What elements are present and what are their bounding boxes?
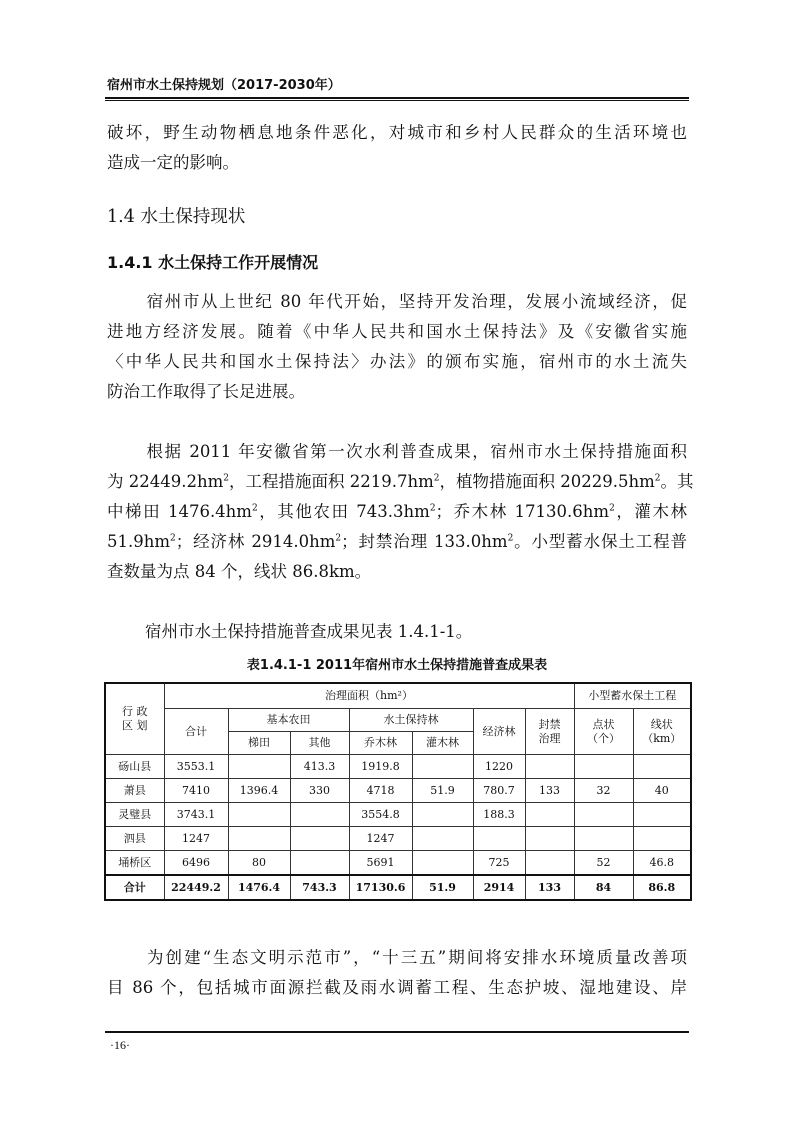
- table-cell: 砀山县: [105, 755, 164, 779]
- header-economic-forest: 经济林: [473, 709, 525, 755]
- table-cell: [574, 803, 633, 827]
- table-cell: [412, 851, 473, 876]
- table-cell: 1247: [349, 827, 412, 851]
- table-cell: [290, 827, 349, 851]
- table-cell: 1919.8: [349, 755, 412, 779]
- header-rule-thin: [105, 100, 689, 101]
- table-cell: 780.7: [473, 779, 525, 803]
- table-cell: [228, 827, 290, 851]
- text-line: 造成一定的影响。: [107, 153, 239, 172]
- table-cell: 40: [633, 779, 691, 803]
- table-cell: 51.9: [412, 779, 473, 803]
- table-cell: 萧县: [105, 779, 164, 803]
- table-cell: 泗县: [105, 827, 164, 851]
- table-cell: [633, 803, 691, 827]
- table-cell: [412, 803, 473, 827]
- table-cell: [525, 755, 574, 779]
- table-cell: [633, 827, 691, 851]
- header-arbor: 乔木林: [349, 732, 412, 755]
- table-cell: 32: [574, 779, 633, 803]
- text-line: 中梯田 $1476.4hm^2$，其他农田 $743.3hm^2$；乔木林 $17130.6hm^2$，灌木林: [107, 502, 687, 521]
- table-cell: [412, 755, 473, 779]
- text-line: $51.9hm^2$；经济林 $2914.0hm^2$；封禁治理 $133.0hm^2$。小型蓄水保土工程普: [107, 532, 687, 551]
- intro-paragraph: [107, 118, 687, 178]
- table-cell: [228, 755, 290, 779]
- table-cell: 1247: [164, 827, 228, 851]
- header-total: 合计: [164, 709, 228, 755]
- paragraph-survey-results: [107, 437, 694, 587]
- table-cell: 80: [228, 851, 290, 876]
- text-line: 宿州市从上世纪 80 年代开始，坚持开发治理，发展小流域经济，促: [145, 292, 687, 311]
- table-cell: 51.9: [412, 875, 473, 900]
- table-cell: [525, 803, 574, 827]
- text-line: 根据 2011 年安徽省第一次水利普查成果，宿州市水土保持措施面积: [145, 442, 687, 461]
- table-cell: 413.3: [290, 755, 349, 779]
- paragraph-table-reference: [107, 617, 687, 647]
- table-cell: 1476.4: [228, 875, 290, 900]
- text-line: 破坏，野生动物栖息地条件恶化，对城市和乡村人民群众的生活环境也: [107, 123, 687, 142]
- table-cell: [633, 755, 691, 779]
- table-cell: 86.8: [633, 875, 691, 900]
- header-small-works: 小型蓄水保土工程: [574, 683, 691, 709]
- text-line: 查数量为点 84 个，线状 86.8km。: [107, 562, 372, 581]
- table-cell: 133: [525, 875, 574, 900]
- table-total-row: [105, 875, 691, 900]
- table-cell: 743.3: [290, 875, 349, 900]
- table-cell: 725: [473, 851, 525, 876]
- header-shrub: 灌木林: [412, 732, 473, 755]
- text-line: 为创建“生态文明示范市”，“十三五”期间将安排水环境质量改善项: [145, 948, 687, 967]
- table-cell: 7410: [164, 779, 228, 803]
- table-cell: 188.3: [473, 803, 525, 827]
- table-row: [105, 803, 691, 827]
- table-cell: [525, 851, 574, 876]
- header-other: 其他: [290, 732, 349, 755]
- table-cell: 3553.1: [164, 755, 228, 779]
- section-heading-1-4-1: 1.4.1 水土保持工作开展情况: [107, 253, 319, 272]
- header-soil-forest: 水土保持林: [349, 709, 473, 732]
- footer-rule: [105, 1031, 689, 1033]
- table-cell: 46.8: [633, 851, 691, 876]
- table-cell: 22449.2: [164, 875, 228, 900]
- header-treated-area: 治理面积（hm²）: [164, 683, 574, 709]
- table-row: [105, 851, 691, 876]
- header-rule-thick: [105, 97, 689, 99]
- table-cell: 3554.8: [349, 803, 412, 827]
- table-cell: 6496: [164, 851, 228, 876]
- table-cell: 17130.6: [349, 875, 412, 900]
- table-cell: [473, 827, 525, 851]
- table-cell: 133: [525, 779, 574, 803]
- paragraph-projects: [107, 943, 687, 1003]
- table-cell: [228, 803, 290, 827]
- table-row: [105, 755, 691, 779]
- section-heading-1-4: 1.4 水土保持现状: [107, 207, 246, 227]
- header-enclosure: 封禁 治理: [525, 709, 574, 755]
- table-cell: 2914: [473, 875, 525, 900]
- table-cell: 4718: [349, 779, 412, 803]
- table-cell: [412, 827, 473, 851]
- text-line: 防治工作取得了长足进展。: [107, 382, 305, 401]
- table-cell: [574, 755, 633, 779]
- table-cell: 1220: [473, 755, 525, 779]
- table-cell: 灵璧县: [105, 803, 164, 827]
- header-region: 行 政 区 划: [105, 683, 164, 755]
- header-basic-farmland: 基本农田: [228, 709, 349, 732]
- table-cell: 330: [290, 779, 349, 803]
- table-cell: 84: [574, 875, 633, 900]
- header-points: 点状 （个）: [574, 709, 633, 755]
- table-cell: 合计: [105, 875, 164, 900]
- table-row: [105, 779, 691, 803]
- text-line: 目 86 个，包括城市面源拦截及雨水调蓄工程、生态护坡、湿地建设、岸: [107, 978, 687, 997]
- paragraph-history: [107, 287, 687, 407]
- page-number: ·16·: [110, 1038, 130, 1052]
- header-lines: 线状 （km）: [633, 709, 691, 755]
- survey-results-table: [104, 682, 692, 901]
- text-line: 进地方经济发展。随着《中华人民共和国水土保持法》及《安徽省实施: [107, 322, 687, 341]
- text-line: 为 $22449.2hm^2$，工程措施面积 $2219.7hm^2$，植物措施面积 $20229.5hm^2$。其: [107, 472, 694, 491]
- table-cell: [574, 827, 633, 851]
- table-cell: 1396.4: [228, 779, 290, 803]
- table-cell: [525, 827, 574, 851]
- text-line: 宿州市水土保持措施普查成果见表 1.4.1-1。: [145, 622, 473, 641]
- table-caption: 表1.4.1-1 2011年宿州市水土保持措施普查成果表: [246, 658, 548, 673]
- running-header: 宿州市水土保持规划（2017-2030年）: [107, 78, 341, 93]
- text-line: 〈中华人民共和国水土保持法〉办法》的颁布实施，宿州市的水土流失: [107, 352, 687, 371]
- table-cell: 52: [574, 851, 633, 876]
- table-cell: [290, 803, 349, 827]
- table-row: [105, 827, 691, 851]
- table-cell: 5691: [349, 851, 412, 876]
- table-cell: 3743.1: [164, 803, 228, 827]
- table-cell: 埇桥区: [105, 851, 164, 876]
- header-terrace: 梯田: [228, 732, 290, 755]
- table-cell: [290, 851, 349, 876]
